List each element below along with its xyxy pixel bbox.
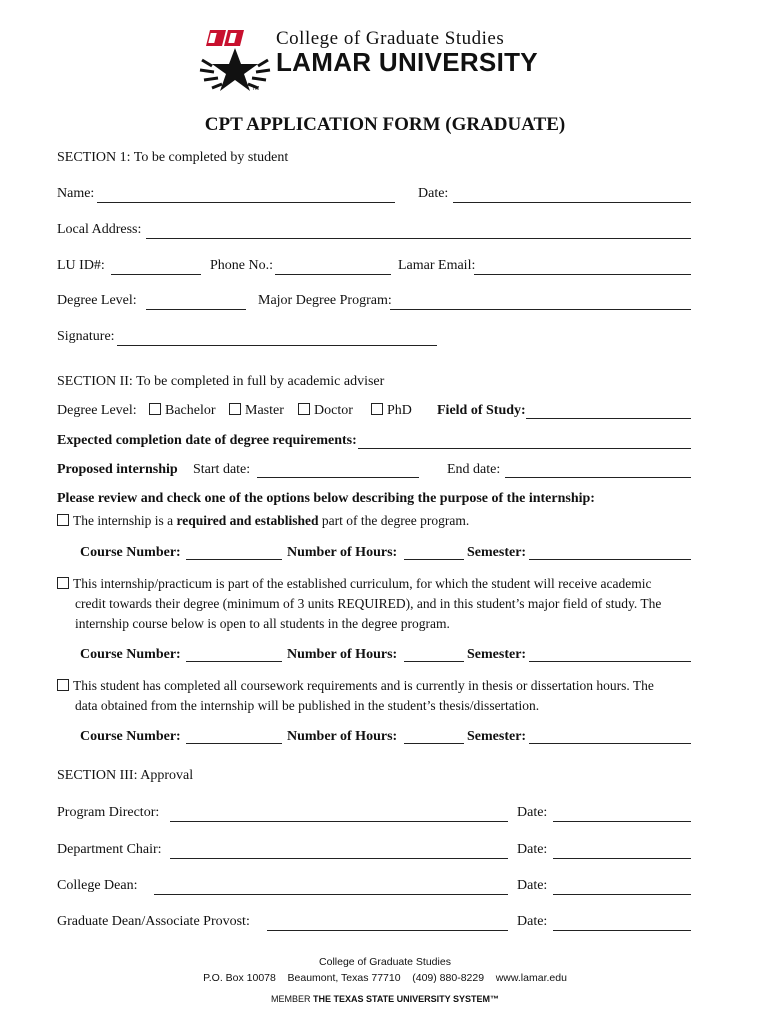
checkbox-icon[interactable] [298, 403, 310, 415]
checkbox-icon[interactable] [149, 403, 161, 415]
field-of-study-label: Field of Study: [437, 403, 526, 418]
lamar-email-field[interactable] [474, 274, 691, 275]
hours-label-3: Number of Hours: [287, 729, 398, 744]
lu-id-field[interactable] [111, 274, 201, 275]
end-date-field[interactable] [505, 477, 691, 478]
semester-label-2: Semester: [467, 647, 527, 662]
department-chair-date-label: Date: [517, 842, 548, 857]
field-of-study-field[interactable] [526, 418, 691, 419]
trademark: TM [252, 86, 260, 92]
form-title: CPT APPLICATION FORM (GRADUATE) [204, 114, 566, 135]
course-number-field-2[interactable] [186, 661, 282, 662]
semester-field-2[interactable] [529, 661, 691, 662]
course-number-field-3[interactable] [186, 743, 282, 744]
hours-field-2[interactable] [404, 661, 464, 662]
college-name: College of Graduate Studies [276, 28, 505, 49]
college-dean-date-label: Date: [517, 878, 548, 893]
graduate-dean-date-label: Date: [517, 914, 548, 929]
course-number-label-3: Course Number: [80, 729, 181, 744]
phone-field[interactable] [275, 274, 391, 275]
option-phd[interactable]: PhD [371, 403, 412, 419]
college-dean-label: College Dean: [57, 878, 138, 893]
option-master[interactable]: Master [229, 403, 284, 419]
expected-completion-field[interactable] [358, 448, 691, 449]
expected-completion-label: Expected completion date of degree requirements: [57, 433, 357, 448]
college-dean-field[interactable] [154, 894, 508, 895]
college-dean-date-field[interactable] [553, 894, 691, 895]
semester-label-1: Semester: [467, 545, 527, 560]
lamar-email-label: Lamar Email: [398, 258, 476, 273]
option3-line2: data obtained from the internship will be published in the student’s thesis/dissertation. [75, 698, 540, 713]
lamar-star-logo-icon [198, 28, 272, 94]
adviser-degree-level-label: Degree Level: [57, 403, 137, 418]
program-director-field[interactable] [170, 821, 508, 822]
footer-college: College of Graduate Studies [319, 956, 451, 968]
checkbox-icon[interactable] [371, 403, 383, 415]
major-program-label: Major Degree Program: [258, 293, 392, 308]
local-address-field[interactable] [146, 238, 691, 239]
checkbox-icon[interactable] [229, 403, 241, 415]
university-name: LAMAR UNIVERSITY [276, 47, 538, 77]
option-doctor[interactable]: Doctor [298, 403, 353, 419]
department-chair-field[interactable] [170, 858, 508, 859]
course-number-label-2: Course Number: [80, 647, 181, 662]
section3-heading: SECTION III: Approval [57, 768, 194, 783]
hours-field-3[interactable] [404, 743, 464, 744]
footer-member: MEMBER THE TEXAS STATE UNIVERSITY SYSTEM™ [270, 994, 500, 1004]
program-director-label: Program Director: [57, 805, 160, 820]
program-director-date-field[interactable] [553, 821, 691, 822]
graduate-dean-date-field[interactable] [553, 930, 691, 931]
hours-field-1[interactable] [404, 559, 464, 560]
hours-label-2: Number of Hours: [287, 647, 398, 662]
semester-field-1[interactable] [529, 559, 691, 560]
local-address-label: Local Address: [57, 222, 142, 237]
graduate-dean-field[interactable] [267, 930, 508, 931]
review-instruction: Please review and check one of the options below describing the purpose of the internship: [57, 491, 595, 506]
lu-id-label: LU ID#: [57, 258, 105, 273]
degree-level-field[interactable] [146, 309, 246, 310]
date-label: Date: [418, 186, 449, 201]
degree-level-label: Degree Level: [57, 293, 137, 308]
option2-line2: credit towards their degree (minimum of 3 units REQUIRED), and in this student’s major field of study. The [75, 596, 662, 611]
semester-label-3: Semester: [467, 729, 527, 744]
option1-text: The internship is a required and established part of the degree program. [57, 513, 469, 529]
start-date-field[interactable] [257, 477, 419, 478]
graduate-dean-label: Graduate Dean/Associate Provost: [57, 914, 250, 929]
checkbox-icon[interactable] [57, 679, 69, 691]
phone-label: Phone No.: [210, 258, 273, 273]
name-field[interactable] [97, 202, 395, 203]
footer-address: P.O. Box 10078 Beaumont, Texas 77710 (409) 880-8229 www.lamar.edu [203, 972, 567, 984]
date-field[interactable] [453, 202, 691, 203]
section1-heading: SECTION 1: To be completed by student [57, 150, 289, 165]
course-number-field-1[interactable] [186, 559, 282, 560]
proposed-internship-label: Proposed internship [57, 462, 178, 477]
option-bachelor[interactable]: Bachelor [149, 403, 216, 419]
start-date-label: Start date: [193, 462, 251, 477]
course-number-label-1: Course Number: [80, 545, 181, 560]
department-chair-label: Department Chair: [57, 842, 162, 857]
end-date-label: End date: [447, 462, 501, 477]
option2-line1: This internship/practicum is part of the established curriculum, for which the student will receive academic [57, 576, 651, 592]
logo [198, 28, 272, 94]
section2-heading: SECTION II: To be completed in full by academic adviser [57, 374, 385, 389]
option3-line1: This student has completed all coursework requirements and is currently in thesis or dissertation hours. The [57, 678, 654, 694]
signature-field[interactable] [117, 345, 437, 346]
name-label: Name: [57, 186, 95, 201]
signature-label: Signature: [57, 329, 115, 344]
program-director-date-label: Date: [517, 805, 548, 820]
checkbox-icon[interactable] [57, 514, 69, 526]
major-program-field[interactable] [390, 309, 691, 310]
option2-line3: internship course below is open to all students in the degree program. [75, 616, 450, 631]
semester-field-3[interactable] [529, 743, 691, 744]
checkbox-icon[interactable] [57, 577, 69, 589]
department-chair-date-field[interactable] [553, 858, 691, 859]
hours-label-1: Number of Hours: [287, 545, 398, 560]
